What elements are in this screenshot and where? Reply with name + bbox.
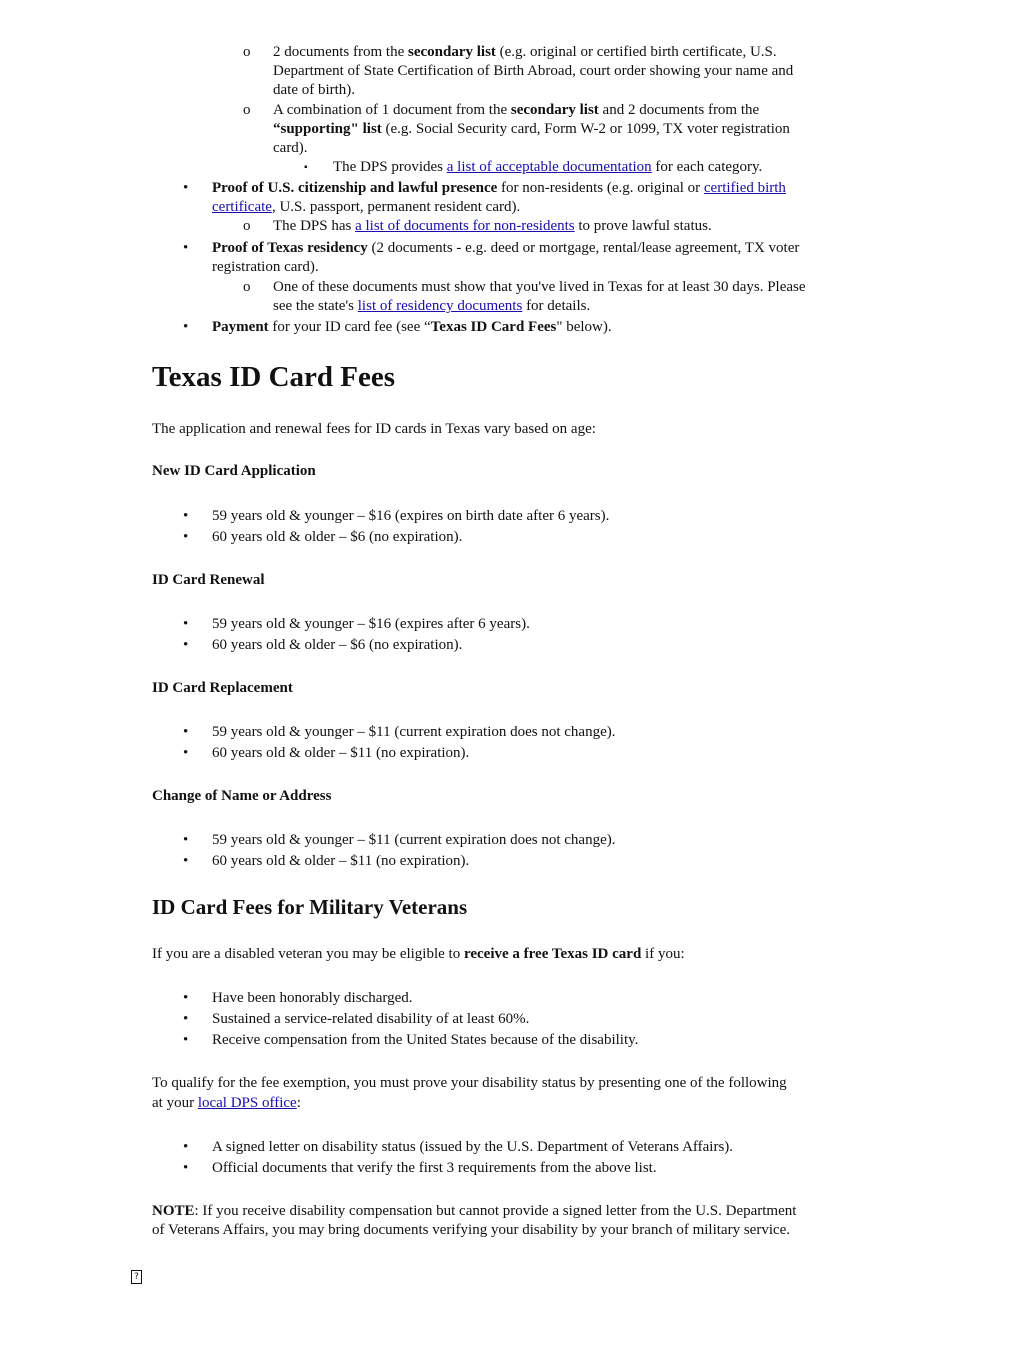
bullet-marker: • [183, 990, 189, 1006]
bullet-marker: • [183, 319, 189, 335]
bullet-marker: • [183, 1032, 189, 1048]
list-item: A signed letter on disability status (issued by the U.S. Department of Veterans Affairs). [212, 1139, 734, 1155]
bullet-marker: • [183, 240, 189, 256]
acceptable-documentation-link[interactable]: a list of acceptable documentation [446, 159, 652, 175]
list-item: 59 years old & younger – $11 (current expiration does not change). [212, 832, 616, 848]
local-dps-office-link[interactable]: local DPS office [197, 1095, 297, 1111]
section-heading-new-application: New ID Card Application [152, 463, 316, 479]
list-item: 59 years old & younger – $16 (expires after 6 years). [212, 616, 530, 632]
bullet-marker: • [183, 853, 189, 869]
fees-heading: Texas ID Card Fees [152, 361, 396, 393]
list-item: Sustained a service-related disability of at least 60%. [212, 1011, 530, 1027]
bullet-marker: • [183, 529, 189, 545]
nonresident-documents-link[interactable]: a list of documents for non-residents [355, 218, 575, 234]
bullet-marker: • [183, 637, 189, 653]
sub-bullet-marker: o [243, 102, 251, 118]
list-item-payment: Payment for your ID card fee (see “Texas ID Card Fees" below). [212, 319, 612, 335]
sub-bullet-marker: o [243, 279, 251, 295]
bullet-marker: • [183, 180, 189, 196]
list-item-text: Department of State Certification of Birth Abroad, court order showing your name and [273, 63, 794, 79]
certified-birth-certificate-link-cont[interactable]: certificate [212, 199, 272, 215]
list-item-residency-note: One of these documents must show that you've lived in Texas for at least 30 days. Please [273, 279, 806, 295]
section-heading-replacement: ID Card Replacement [152, 680, 293, 696]
list-item: 60 years old & older – $6 (no expiration). [212, 637, 463, 653]
section-heading-renewal: ID Card Renewal [152, 572, 265, 588]
list-item-citizenship: Proof of U.S. citizenship and lawful presence for non-residents (e.g. original or certified birth [212, 180, 786, 196]
list-item-text: registration card). [212, 259, 319, 275]
bullet-marker: • [183, 724, 189, 740]
list-item: Receive compensation from the United States because of the disability. [212, 1032, 639, 1048]
note-paragraph-cont: of Veterans Affairs, you may bring documents verifying your disability by your branch of military service. [152, 1222, 791, 1238]
list-item: 60 years old & older – $11 (no expiration). [212, 853, 470, 869]
bullet-marker: • [183, 1011, 189, 1027]
list-item-residency: Proof of Texas residency (2 documents - e.g. deed or mortgage, rental/lease agreement, TX voter [212, 240, 800, 256]
list-item: Official documents that verify the first 3 requirements from the above list. [212, 1160, 657, 1176]
veterans-intro: If you are a disabled veteran you may be eligible to receive a free Texas ID card if you: [152, 946, 685, 962]
bullet-marker: • [183, 745, 189, 761]
note-paragraph: NOTE: If you receive disability compensation but cannot provide a signed letter from the U.S. Department [152, 1203, 797, 1219]
section-heading-change-name-address: Change of Name or Address [152, 788, 332, 804]
sub-bullet-marker: o [243, 44, 251, 60]
list-item-text: card). [273, 140, 308, 156]
qualify-paragraph-cont: at your local DPS office: [152, 1095, 301, 1111]
bullet-marker: • [183, 1139, 189, 1155]
sub-bullet-marker: o [243, 218, 251, 234]
list-item: Have been honorably discharged. [212, 990, 413, 1006]
qualify-paragraph: To qualify for the fee exemption, you must prove your disability status by presenting one of the following [152, 1075, 787, 1091]
list-item: 59 years old & younger – $11 (current expiration does not change). [212, 724, 616, 740]
list-item-combination: A combination of 1 document from the secondary list and 2 documents from the [273, 102, 760, 118]
list-item-text: “supporting" list (e.g. Social Security card, Form W-2 or 1099, TX voter registration [273, 121, 790, 137]
list-item-secondary-docs: 2 documents from the secondary list (e.g. original or certified birth certificate, U.S. [273, 44, 777, 60]
bullet-marker: • [183, 508, 189, 524]
list-item: 60 years old & older – $11 (no expiration). [212, 745, 470, 761]
list-item-text: date of birth). [273, 82, 356, 98]
list-item: 60 years old & older – $6 (no expiration). [212, 529, 463, 545]
list-item-text: see the state's list of residency documents for details. [273, 298, 591, 314]
residency-documents-link[interactable]: list of residency documents [357, 298, 523, 314]
list-item-text: certificate, U.S. passport, permanent resident card). [212, 199, 521, 215]
bullet-marker: • [183, 616, 189, 632]
bullet-marker: • [183, 1160, 189, 1176]
list-item-dps-list: The DPS provides a list of acceptable documentation for each category. [333, 159, 763, 175]
certified-birth-certificate-link[interactable]: certified birth [703, 180, 786, 196]
veterans-heading: ID Card Fees for Military Veterans [152, 895, 468, 919]
missing-glyph-icon: ? [131, 1270, 142, 1284]
list-item-nonresident: The DPS has a list of documents for non-residents to prove lawful status. [273, 218, 712, 234]
fees-intro: The application and renewal fees for ID cards in Texas vary based on age: [152, 421, 596, 437]
list-item: 59 years old & younger – $16 (expires on birth date after 6 years). [212, 508, 610, 524]
square-bullet-marker: ▪ [304, 162, 308, 173]
bullet-marker: • [183, 832, 189, 848]
